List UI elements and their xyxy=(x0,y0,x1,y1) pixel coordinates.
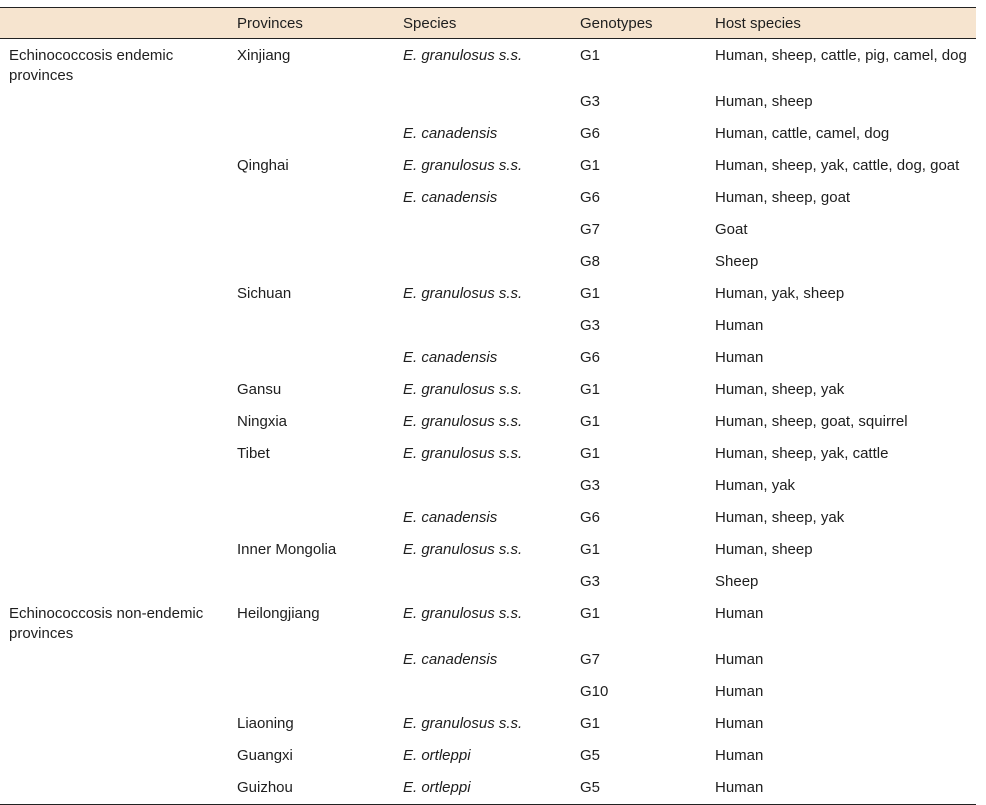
cell-group xyxy=(0,214,237,246)
table-header-row xyxy=(0,8,976,39)
cell-host-species: Human, cattle, camel, dog xyxy=(715,125,890,142)
cell-host-species: Human, sheep xyxy=(715,541,813,558)
cell-group xyxy=(0,772,237,804)
genotype-table xyxy=(0,7,976,805)
cell-province xyxy=(237,182,403,214)
table-row xyxy=(0,598,976,644)
cell-genotype: G1 xyxy=(580,157,601,174)
cell-province xyxy=(237,342,403,374)
cell-host-species: Human xyxy=(715,715,764,732)
cell-host-species: Human xyxy=(715,772,976,804)
cell-host-species: Human xyxy=(715,651,764,668)
cell-host-species: Human, yak, sheep xyxy=(715,285,845,302)
cell-province: Xinjiang xyxy=(237,47,291,64)
cell-species: E. granulosus s.s. xyxy=(403,285,523,302)
cell-genotype: G6 xyxy=(580,509,601,526)
cell-species: E. granulosus s.s. xyxy=(403,445,523,462)
cell-host-species: Human, sheep, yak xyxy=(715,381,845,398)
cell-species: E. ortleppi xyxy=(403,747,471,764)
cell-host-species: Human xyxy=(715,683,764,700)
table-row xyxy=(0,644,976,676)
cell-province xyxy=(237,644,403,676)
cell-group xyxy=(0,470,237,502)
cell-province xyxy=(237,676,403,708)
cell-genotype: G5 xyxy=(580,747,601,764)
cell-group xyxy=(0,182,237,214)
cell-genotype: G3 xyxy=(580,93,601,110)
cell-genotype: G1 xyxy=(580,445,601,462)
cell-province: Ningxia xyxy=(237,413,288,430)
cell-group xyxy=(0,150,237,182)
cell-host-species: Human, sheep, yak, cattle xyxy=(715,445,889,462)
table-row xyxy=(0,39,976,87)
cell-group xyxy=(0,310,237,342)
cell-species xyxy=(403,214,580,246)
cell-province: Inner Mongolia xyxy=(237,541,337,558)
cell-species: E. granulosus s.s. xyxy=(403,715,523,732)
cell-genotype: G10 xyxy=(580,683,609,700)
table-row xyxy=(0,150,976,182)
cell-species: E. canadensis xyxy=(403,509,498,526)
table-row xyxy=(0,118,976,150)
cell-genotype: G3 xyxy=(580,573,601,590)
table-row xyxy=(0,534,976,566)
header-group xyxy=(0,8,237,39)
cell-genotype: G6 xyxy=(580,189,601,206)
cell-province xyxy=(237,246,403,278)
cell-group xyxy=(0,86,237,118)
table-body xyxy=(0,39,976,805)
cell-province xyxy=(237,566,403,598)
cell-host-species: Human, sheep, yak xyxy=(715,509,845,526)
cell-species: E. granulosus s.s. xyxy=(403,413,523,430)
cell-genotype: G1 xyxy=(580,541,601,558)
cell-province: Heilongjiang xyxy=(237,605,320,622)
table-row xyxy=(0,772,976,804)
cell-host-species: Human, yak xyxy=(715,477,796,494)
cell-host-species: Human, sheep, cattle, pig, camel, dog xyxy=(715,47,967,64)
cell-genotype: G5 xyxy=(580,772,715,804)
cell-province xyxy=(237,118,403,150)
table-row xyxy=(0,278,976,310)
table-row xyxy=(0,182,976,214)
cell-genotype: G7 xyxy=(580,651,601,668)
cell-species xyxy=(403,470,580,502)
table-caption xyxy=(0,0,986,6)
cell-host-species: Human xyxy=(715,605,764,622)
table-row xyxy=(0,214,976,246)
cell-group: Echinococcosis endemic provinces xyxy=(9,47,174,84)
cell-species xyxy=(403,676,580,708)
cell-group: Echinococcosis non-endemic provinces xyxy=(9,605,204,642)
cell-genotype: G8 xyxy=(580,253,601,270)
cell-province: Qinghai xyxy=(237,157,289,174)
cell-province: Tibet xyxy=(237,445,270,462)
cell-species xyxy=(403,566,580,598)
cell-province: Guangxi xyxy=(237,747,293,764)
cell-group xyxy=(0,438,237,470)
cell-group xyxy=(0,246,237,278)
cell-group xyxy=(0,406,237,438)
cell-genotype: G3 xyxy=(580,477,601,494)
table-row xyxy=(0,406,976,438)
header-species: Species xyxy=(403,14,457,32)
cell-species xyxy=(403,246,580,278)
cell-group xyxy=(0,708,237,740)
cell-genotype: G1 xyxy=(580,285,601,302)
table-row xyxy=(0,310,976,342)
cell-genotype: G1 xyxy=(580,47,601,64)
cell-group xyxy=(0,342,237,374)
table-row xyxy=(0,502,976,534)
cell-host-species: Sheep xyxy=(715,573,759,590)
cell-genotype: G3 xyxy=(580,317,601,334)
cell-species: E. canadensis xyxy=(403,189,498,206)
cell-species: E. granulosus s.s. xyxy=(403,605,523,622)
table-row xyxy=(0,342,976,374)
cell-species xyxy=(403,310,580,342)
cell-province: Gansu xyxy=(237,381,282,398)
table-row xyxy=(0,708,976,740)
cell-species: E. granulosus s.s. xyxy=(403,47,523,64)
cell-host-species: Human, sheep, goat, squirrel xyxy=(715,413,908,430)
cell-host-species: Goat xyxy=(715,221,748,238)
cell-group xyxy=(0,644,237,676)
cell-group xyxy=(0,118,237,150)
cell-province xyxy=(237,214,403,246)
cell-province: Guizhou xyxy=(237,772,403,804)
cell-group xyxy=(0,740,237,772)
cell-species: E. granulosus s.s. xyxy=(403,541,523,558)
cell-group xyxy=(0,534,237,566)
cell-province xyxy=(237,86,403,118)
cell-species: E. ortleppi xyxy=(403,772,580,804)
cell-province xyxy=(237,470,403,502)
cell-group xyxy=(0,566,237,598)
header-provinces: Provinces xyxy=(237,14,303,32)
cell-province xyxy=(237,502,403,534)
table-row xyxy=(0,246,976,278)
cell-host-species: Sheep xyxy=(715,253,759,270)
cell-group xyxy=(0,676,237,708)
header-host-species: Host species xyxy=(715,14,801,32)
table-row xyxy=(0,86,976,118)
cell-genotype: G7 xyxy=(580,221,601,238)
cell-species: E. canadensis xyxy=(403,651,498,668)
cell-province xyxy=(237,310,403,342)
cell-genotype: G1 xyxy=(580,381,601,398)
cell-species: E. canadensis xyxy=(403,125,498,142)
table-row xyxy=(0,566,976,598)
cell-group xyxy=(0,502,237,534)
table-row xyxy=(0,740,976,772)
table-row xyxy=(0,676,976,708)
genotype-table-container xyxy=(0,7,976,805)
cell-species xyxy=(403,86,580,118)
cell-species: E. granulosus s.s. xyxy=(403,157,523,174)
cell-host-species: Human xyxy=(715,747,764,764)
cell-province: Liaoning xyxy=(237,715,294,732)
cell-genotype: G6 xyxy=(580,125,601,142)
table-row xyxy=(0,374,976,406)
header-genotypes: Genotypes xyxy=(580,14,653,32)
cell-host-species: Human, sheep, goat xyxy=(715,189,851,206)
cell-genotype: G1 xyxy=(580,605,601,622)
cell-province: Sichuan xyxy=(237,285,292,302)
cell-species: E. granulosus s.s. xyxy=(403,381,523,398)
cell-host-species: Human, sheep, yak, cattle, dog, goat xyxy=(715,157,960,174)
cell-genotype: G6 xyxy=(580,349,601,366)
cell-genotype: G1 xyxy=(580,413,601,430)
cell-species: E. canadensis xyxy=(403,349,498,366)
cell-group xyxy=(0,374,237,406)
cell-genotype: G1 xyxy=(580,715,601,732)
cell-host-species: Human xyxy=(715,349,764,366)
table-row xyxy=(0,438,976,470)
cell-host-species: Human, sheep xyxy=(715,93,813,110)
cell-group xyxy=(0,278,237,310)
cell-host-species: Human xyxy=(715,317,764,334)
table-row xyxy=(0,470,976,502)
